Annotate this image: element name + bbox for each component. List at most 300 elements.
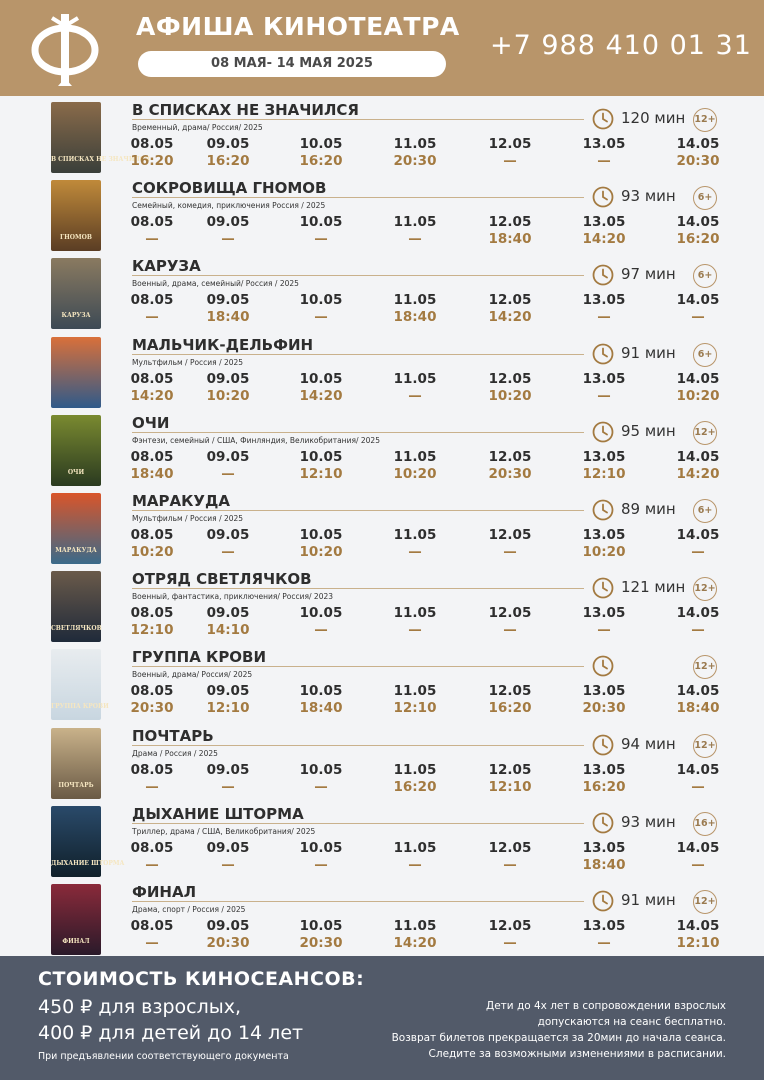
showtime-cell[interactable] xyxy=(291,214,351,248)
show-date: 11.05 xyxy=(393,605,437,622)
showtime-cell[interactable] xyxy=(574,371,634,405)
title-underline xyxy=(132,432,584,433)
show-time: 12:10 xyxy=(488,778,532,795)
showtime-cell[interactable] xyxy=(480,214,540,248)
poster-title: ГНОМОВ xyxy=(60,234,92,242)
movie-poster[interactable] xyxy=(51,884,101,955)
show-date: 08.05 xyxy=(130,918,174,934)
showtime-cell[interactable] xyxy=(480,292,540,326)
movie-duration: 95 мин xyxy=(621,421,676,440)
show-time: 18:40 xyxy=(299,700,343,717)
show-date: 14.05 xyxy=(676,370,720,387)
showtime-cell[interactable] xyxy=(480,449,540,483)
show-date: 10.05 xyxy=(299,918,343,934)
showtime-cell[interactable] xyxy=(480,840,540,874)
age-rating-badge: 16+ xyxy=(693,812,717,836)
show-time: — xyxy=(691,544,705,560)
movie-title: В СПИСКАХ НЕ ЗНАЧИЛСЯ xyxy=(132,101,359,119)
showtime-cell[interactable] xyxy=(574,605,634,639)
rules-text xyxy=(346,998,726,1062)
show-date: 12.05 xyxy=(488,136,532,152)
movie-genre: Драма / Россия / 2025 xyxy=(132,748,218,758)
showtime-cell[interactable] xyxy=(480,136,540,170)
show-date: 14.05 xyxy=(676,839,720,856)
clock-icon xyxy=(592,655,614,677)
title-underline xyxy=(132,354,584,355)
showtime-cell[interactable] xyxy=(668,918,728,952)
show-time: 14:20 xyxy=(582,231,626,248)
show-time: 14:20 xyxy=(130,387,174,404)
age-rating-badge: 6+ xyxy=(693,186,717,210)
show-date: 10.05 xyxy=(299,292,343,309)
show-date: 10.05 xyxy=(299,761,343,778)
show-time: 10:20 xyxy=(206,387,250,404)
show-time: — xyxy=(408,387,422,404)
movie-title: ФИНАЛ xyxy=(132,883,197,901)
show-time: — xyxy=(145,935,159,951)
title-underline xyxy=(132,510,584,511)
movie-row xyxy=(0,802,764,880)
show-time: — xyxy=(691,309,705,326)
showtime-cell[interactable] xyxy=(385,683,445,717)
showtime-cell[interactable] xyxy=(122,605,182,639)
show-date: 13.05 xyxy=(582,136,626,152)
clock-icon xyxy=(592,499,614,521)
movie-duration: 94 мин xyxy=(621,734,676,753)
show-date: 11.05 xyxy=(393,214,437,231)
movie-poster[interactable] xyxy=(51,415,101,486)
show-date: 09.05 xyxy=(206,918,250,934)
show-time: — xyxy=(691,778,705,795)
show-time: 20:30 xyxy=(130,700,174,717)
showtime-cell[interactable] xyxy=(291,605,351,639)
show-time: 16:20 xyxy=(206,153,250,169)
show-time: — xyxy=(408,231,422,248)
show-date: 13.05 xyxy=(582,370,626,387)
show-time: — xyxy=(221,465,235,482)
show-time: — xyxy=(221,231,235,248)
movie-genre: Триллер, драма / США, Великобритания/ 2025 xyxy=(132,826,316,836)
show-date: 13.05 xyxy=(582,918,626,934)
showtime-cell[interactable] xyxy=(198,136,258,170)
price-adult: 450 ₽ для взрослых, xyxy=(38,996,242,1018)
show-date: 10.05 xyxy=(299,136,343,152)
show-time: — xyxy=(314,778,328,795)
showtime-cell[interactable] xyxy=(122,840,182,874)
show-time: 16:20 xyxy=(130,153,174,169)
showtime-cell[interactable] xyxy=(385,527,445,561)
show-date: 11.05 xyxy=(393,918,437,934)
showtime-cell[interactable] xyxy=(385,918,445,952)
clock-icon xyxy=(592,577,614,599)
price-child: 400 ₽ для детей до 14 лет xyxy=(38,1022,304,1044)
movie-row xyxy=(0,880,764,958)
showtime-cell[interactable] xyxy=(574,214,634,248)
show-date: 11.05 xyxy=(393,527,437,543)
showtime-cell[interactable] xyxy=(291,527,351,561)
showtime-cell[interactable] xyxy=(122,449,182,483)
show-date: 14.05 xyxy=(676,918,720,934)
clock-icon xyxy=(592,108,614,130)
poster-title: ГРУППА КРОВИ xyxy=(51,703,109,711)
showtime-cell[interactable] xyxy=(480,762,540,796)
show-time: 12:10 xyxy=(206,700,250,717)
show-time: — xyxy=(503,935,517,951)
title-underline xyxy=(132,275,584,276)
title-underline xyxy=(132,119,584,120)
showtime-cell[interactable] xyxy=(480,527,540,561)
show-time: — xyxy=(503,622,517,639)
show-time: 20:30 xyxy=(393,153,437,169)
showtime-cell[interactable] xyxy=(668,449,728,483)
show-time: — xyxy=(314,231,328,248)
show-time: 16:20 xyxy=(676,231,720,248)
movie-genre: Мультфильм / Россия / 2025 xyxy=(132,357,244,367)
showtime-cell[interactable] xyxy=(122,762,182,796)
show-date: 11.05 xyxy=(393,292,437,309)
movie-row xyxy=(0,724,764,802)
movie-poster[interactable] xyxy=(51,649,109,720)
showtime-cell[interactable] xyxy=(574,918,634,952)
show-date: 12.05 xyxy=(488,839,532,856)
showtime-cell[interactable] xyxy=(385,136,445,170)
show-time: — xyxy=(221,856,235,873)
show-date: 13.05 xyxy=(582,761,626,778)
show-date: 14.05 xyxy=(676,448,720,465)
showtime-cell[interactable] xyxy=(291,762,351,796)
show-time: 14:20 xyxy=(299,387,343,404)
show-date: 08.05 xyxy=(130,214,174,231)
showtime-cell[interactable] xyxy=(480,683,540,717)
movie-poster[interactable] xyxy=(51,728,101,799)
movie-genre: Драма, спорт / Россия / 2025 xyxy=(132,905,246,914)
show-time: 10:20 xyxy=(676,387,720,404)
showtime-cell[interactable] xyxy=(668,292,728,326)
movie-duration: 120 мин xyxy=(621,109,686,127)
show-time: — xyxy=(691,856,705,873)
movie-duration: 97 мин xyxy=(621,265,676,284)
show-time: 20:30 xyxy=(206,935,250,951)
show-date: 08.05 xyxy=(130,527,174,543)
movie-duration: 93 мин xyxy=(621,812,676,831)
movie-genre: Фэнтези, семейный / США, Финляндия, Великобритания/ 2025 xyxy=(132,435,380,445)
movie-poster[interactable] xyxy=(51,571,101,642)
showtime-cell[interactable] xyxy=(198,840,258,874)
showtime-cell[interactable] xyxy=(198,918,258,952)
show-date: 08.05 xyxy=(130,448,174,465)
title-underline xyxy=(132,901,584,902)
show-date: 13.05 xyxy=(582,292,626,309)
movie-genre: Семейный, комедия, приключения Россия / 2025 xyxy=(132,201,326,211)
show-date: 09.05 xyxy=(206,292,250,309)
showtime-cell[interactable] xyxy=(198,605,258,639)
page-title: АФИША КИНОТЕАТРА xyxy=(136,12,460,41)
title-underline xyxy=(132,823,584,824)
show-time: 18:40 xyxy=(676,700,720,717)
age-rating-badge: 12+ xyxy=(693,655,717,679)
show-date: 08.05 xyxy=(130,839,174,856)
showtime-cell[interactable] xyxy=(480,371,540,405)
showtime-cell[interactable] xyxy=(291,683,351,717)
show-date: 08.05 xyxy=(130,370,174,387)
show-time: 18:40 xyxy=(206,309,250,326)
movie-title: ДЫХАНИЕ ШТОРМА xyxy=(132,804,304,823)
title-underline xyxy=(132,588,584,589)
show-time: 12:10 xyxy=(393,700,437,717)
showtime-cell[interactable] xyxy=(668,605,728,639)
movie-duration: 89 мин xyxy=(621,500,676,518)
movie-poster[interactable] xyxy=(51,806,125,877)
movie-title: МАРАКУДА xyxy=(132,492,230,510)
show-time: 14:20 xyxy=(393,935,437,951)
show-date: 13.05 xyxy=(582,448,626,465)
show-date: 09.05 xyxy=(206,761,250,778)
showtime-cell[interactable] xyxy=(668,840,728,874)
showtime-cell[interactable] xyxy=(291,840,351,874)
show-date: 14.05 xyxy=(676,136,720,152)
showtime-cell[interactable] xyxy=(668,371,728,405)
movie-poster[interactable] xyxy=(51,493,101,564)
show-date: 09.05 xyxy=(206,527,250,543)
show-time: — xyxy=(145,778,159,795)
movie-row xyxy=(0,98,764,176)
movie-title: ОЧИ xyxy=(132,413,170,432)
movie-row xyxy=(0,254,764,332)
show-time: 14:20 xyxy=(488,309,532,326)
showtime-cell[interactable] xyxy=(291,136,351,170)
rule-line: Возврат билетов прекращается за 20мин до начала сеанса. xyxy=(391,1032,726,1044)
show-date: 10.05 xyxy=(299,527,343,543)
show-date: 14.05 xyxy=(676,761,720,778)
show-time: 18:40 xyxy=(582,856,626,873)
show-date: 11.05 xyxy=(393,683,437,700)
show-date: 14.05 xyxy=(676,605,720,622)
show-date: 12.05 xyxy=(488,292,532,309)
movie-duration: 91 мин xyxy=(621,891,676,909)
age-rating-badge: 6+ xyxy=(693,264,717,288)
movie-row xyxy=(0,411,764,489)
movie-title: МАЛЬЧИК-ДЕЛЬФИН xyxy=(132,335,314,354)
show-date: 13.05 xyxy=(582,839,626,856)
age-rating-badge: 6+ xyxy=(693,499,717,523)
showtime-cell[interactable] xyxy=(198,371,258,405)
show-date: 11.05 xyxy=(393,761,437,778)
poster-title: В СПИСКАХ НЕ ЗНАЧИЛСЯ xyxy=(51,156,150,163)
movie-title: ОТРЯД СВЕТЛЯЧКОВ xyxy=(132,570,312,589)
showtime-cell[interactable] xyxy=(574,527,634,561)
movie-row xyxy=(0,567,764,645)
movie-row xyxy=(0,489,764,567)
showtime-cell[interactable] xyxy=(291,371,351,405)
show-time: 18:40 xyxy=(393,309,437,326)
rule-line: Следите за возможными изменениями в расписании. xyxy=(428,1048,726,1060)
showtime-cell[interactable] xyxy=(574,292,634,326)
show-date: 10.05 xyxy=(299,370,343,387)
show-date: 12.05 xyxy=(488,370,532,387)
showtime-cell[interactable] xyxy=(668,527,728,561)
show-time: 18:40 xyxy=(130,465,174,482)
showtime-cell[interactable] xyxy=(385,605,445,639)
show-time: — xyxy=(503,544,517,560)
show-date: 14.05 xyxy=(676,683,720,700)
movie-schedule-list xyxy=(0,96,764,956)
show-time: — xyxy=(145,231,159,248)
poster-title: СВЕТЛЯЧКОВ xyxy=(51,625,102,633)
show-date: 13.05 xyxy=(582,605,626,622)
show-time: — xyxy=(221,544,235,560)
show-date: 13.05 xyxy=(582,683,626,700)
showtime-cell[interactable] xyxy=(574,449,634,483)
clock-icon xyxy=(592,264,614,286)
showtime-cell[interactable] xyxy=(480,918,540,952)
show-date: 12.05 xyxy=(488,527,532,543)
show-date: 09.05 xyxy=(206,214,250,231)
showtime-cell[interactable] xyxy=(198,762,258,796)
show-time: — xyxy=(408,544,422,560)
showtime-cell[interactable] xyxy=(198,214,258,248)
showtime-cell[interactable] xyxy=(122,527,182,561)
showtime-cell[interactable] xyxy=(385,840,445,874)
showtime-cell[interactable] xyxy=(122,918,182,952)
showtime-cell[interactable] xyxy=(291,449,351,483)
showtime-cell[interactable] xyxy=(122,214,182,248)
showtime-cell[interactable] xyxy=(385,214,445,248)
movie-row xyxy=(0,333,764,411)
clock-icon xyxy=(592,421,614,443)
movie-poster[interactable] xyxy=(51,258,101,329)
showtime-cell[interactable] xyxy=(385,762,445,796)
age-rating-badge: 12+ xyxy=(693,421,717,445)
show-date: 10.05 xyxy=(299,605,343,622)
showtime-cell[interactable] xyxy=(574,683,634,717)
showtime-cell[interactable] xyxy=(385,449,445,483)
showtime-cell[interactable] xyxy=(122,683,182,717)
showtime-cell[interactable] xyxy=(198,683,258,717)
showtime-cell[interactable] xyxy=(574,762,634,796)
show-time: — xyxy=(503,153,517,169)
show-date: 09.05 xyxy=(206,683,250,700)
show-time: 20:30 xyxy=(582,700,626,717)
poster-title: МАРАКУДА xyxy=(55,547,97,554)
show-time: — xyxy=(314,622,328,639)
movie-genre: Военный, фантастика, приключения/ Россия/ 2023 xyxy=(132,592,334,602)
showtime-cell[interactable] xyxy=(291,292,351,326)
age-rating-badge: 12+ xyxy=(693,890,717,914)
age-rating-badge: 12+ xyxy=(693,108,717,132)
show-time: — xyxy=(597,622,611,639)
movie-duration: 91 мин xyxy=(621,343,676,362)
show-date: 12.05 xyxy=(488,605,532,622)
show-time: — xyxy=(408,622,422,639)
show-date: 11.05 xyxy=(393,370,437,387)
show-time: — xyxy=(145,309,159,326)
movie-row xyxy=(0,176,764,254)
show-time: — xyxy=(221,778,235,795)
clock-icon xyxy=(592,890,614,912)
showtime-cell[interactable] xyxy=(198,527,258,561)
show-time: 10:20 xyxy=(582,544,626,560)
show-time: — xyxy=(597,387,611,404)
cinema-logo-icon xyxy=(30,12,100,88)
movie-genre: Военный, драма, семейный/ Россия / 2025 xyxy=(132,279,299,289)
title-underline xyxy=(132,745,584,746)
showtime-cell[interactable] xyxy=(574,840,634,874)
phone-number[interactable]: +7 988 410 01 31 xyxy=(490,30,752,61)
show-time: 14:20 xyxy=(676,465,720,482)
show-date: 09.05 xyxy=(206,370,250,387)
show-date: 12.05 xyxy=(488,761,532,778)
show-time: — xyxy=(145,856,159,873)
movie-poster[interactable] xyxy=(51,337,101,408)
show-time: — xyxy=(503,856,517,873)
show-date: 11.05 xyxy=(393,136,437,152)
poster-title: КАРУЗА xyxy=(61,312,91,320)
showtime-cell[interactable] xyxy=(668,683,728,717)
show-date: 14.05 xyxy=(676,214,720,231)
movie-genre: Военный, драма/ Россия/ 2025 xyxy=(132,670,253,680)
poster-title: ОЧИ xyxy=(67,468,85,476)
showtime-cell[interactable] xyxy=(198,449,258,483)
age-rating-badge: 12+ xyxy=(693,734,717,758)
showtime-cell[interactable] xyxy=(122,371,182,405)
price-title: СТОИМОСТЬ КИНОСЕАНСОВ: xyxy=(38,968,365,990)
show-time: — xyxy=(691,622,705,639)
show-time: 10:20 xyxy=(299,544,343,560)
showtime-cell[interactable] xyxy=(668,214,728,248)
header xyxy=(0,0,764,96)
showtime-cell[interactable] xyxy=(668,762,728,796)
show-time: — xyxy=(408,856,422,873)
movie-poster[interactable] xyxy=(51,180,101,251)
showtime-cell[interactable] xyxy=(385,371,445,405)
showtime-cell[interactable] xyxy=(122,136,182,170)
show-time: 12:10 xyxy=(582,465,626,482)
show-time: — xyxy=(597,935,611,951)
showtime-cell[interactable] xyxy=(198,292,258,326)
movie-duration: 121 мин xyxy=(621,578,686,597)
showtime-cell[interactable] xyxy=(291,918,351,952)
poster-title: ДЫХАНИЕ ШТОРМА xyxy=(51,859,125,867)
clock-icon xyxy=(592,343,614,365)
showtime-cell[interactable] xyxy=(574,136,634,170)
movie-poster[interactable] xyxy=(51,102,150,173)
show-date: 12.05 xyxy=(488,683,532,700)
movie-title: ПОЧТАРЬ xyxy=(132,726,214,745)
show-date: 09.05 xyxy=(206,605,250,622)
showtime-cell[interactable] xyxy=(480,605,540,639)
show-time: 12:10 xyxy=(676,935,720,951)
show-date: 13.05 xyxy=(582,527,626,543)
movie-genre: Временный, драма/ Россия/ 2025 xyxy=(132,123,263,132)
rule-line: допускаются на сеанс бесплатно. xyxy=(537,1016,726,1028)
movie-title: СОКРОВИЩА ГНОМОВ xyxy=(132,179,327,198)
showtime-cell[interactable] xyxy=(668,136,728,170)
clock-icon xyxy=(592,812,614,834)
show-time: — xyxy=(597,153,611,169)
movie-duration: 93 мин xyxy=(621,187,676,206)
show-date: 08.05 xyxy=(130,292,174,309)
show-date: 13.05 xyxy=(582,214,626,231)
show-time: 10:20 xyxy=(488,387,532,404)
showtime-cell[interactable] xyxy=(385,292,445,326)
show-time: 16:20 xyxy=(393,778,437,795)
show-date: 08.05 xyxy=(130,683,174,700)
poster-title: ПОЧТАРЬ xyxy=(58,781,94,789)
age-rating-badge: 12+ xyxy=(693,577,717,601)
showtime-cell[interactable] xyxy=(122,292,182,326)
show-time: — xyxy=(314,309,328,326)
show-date: 12.05 xyxy=(488,448,532,465)
